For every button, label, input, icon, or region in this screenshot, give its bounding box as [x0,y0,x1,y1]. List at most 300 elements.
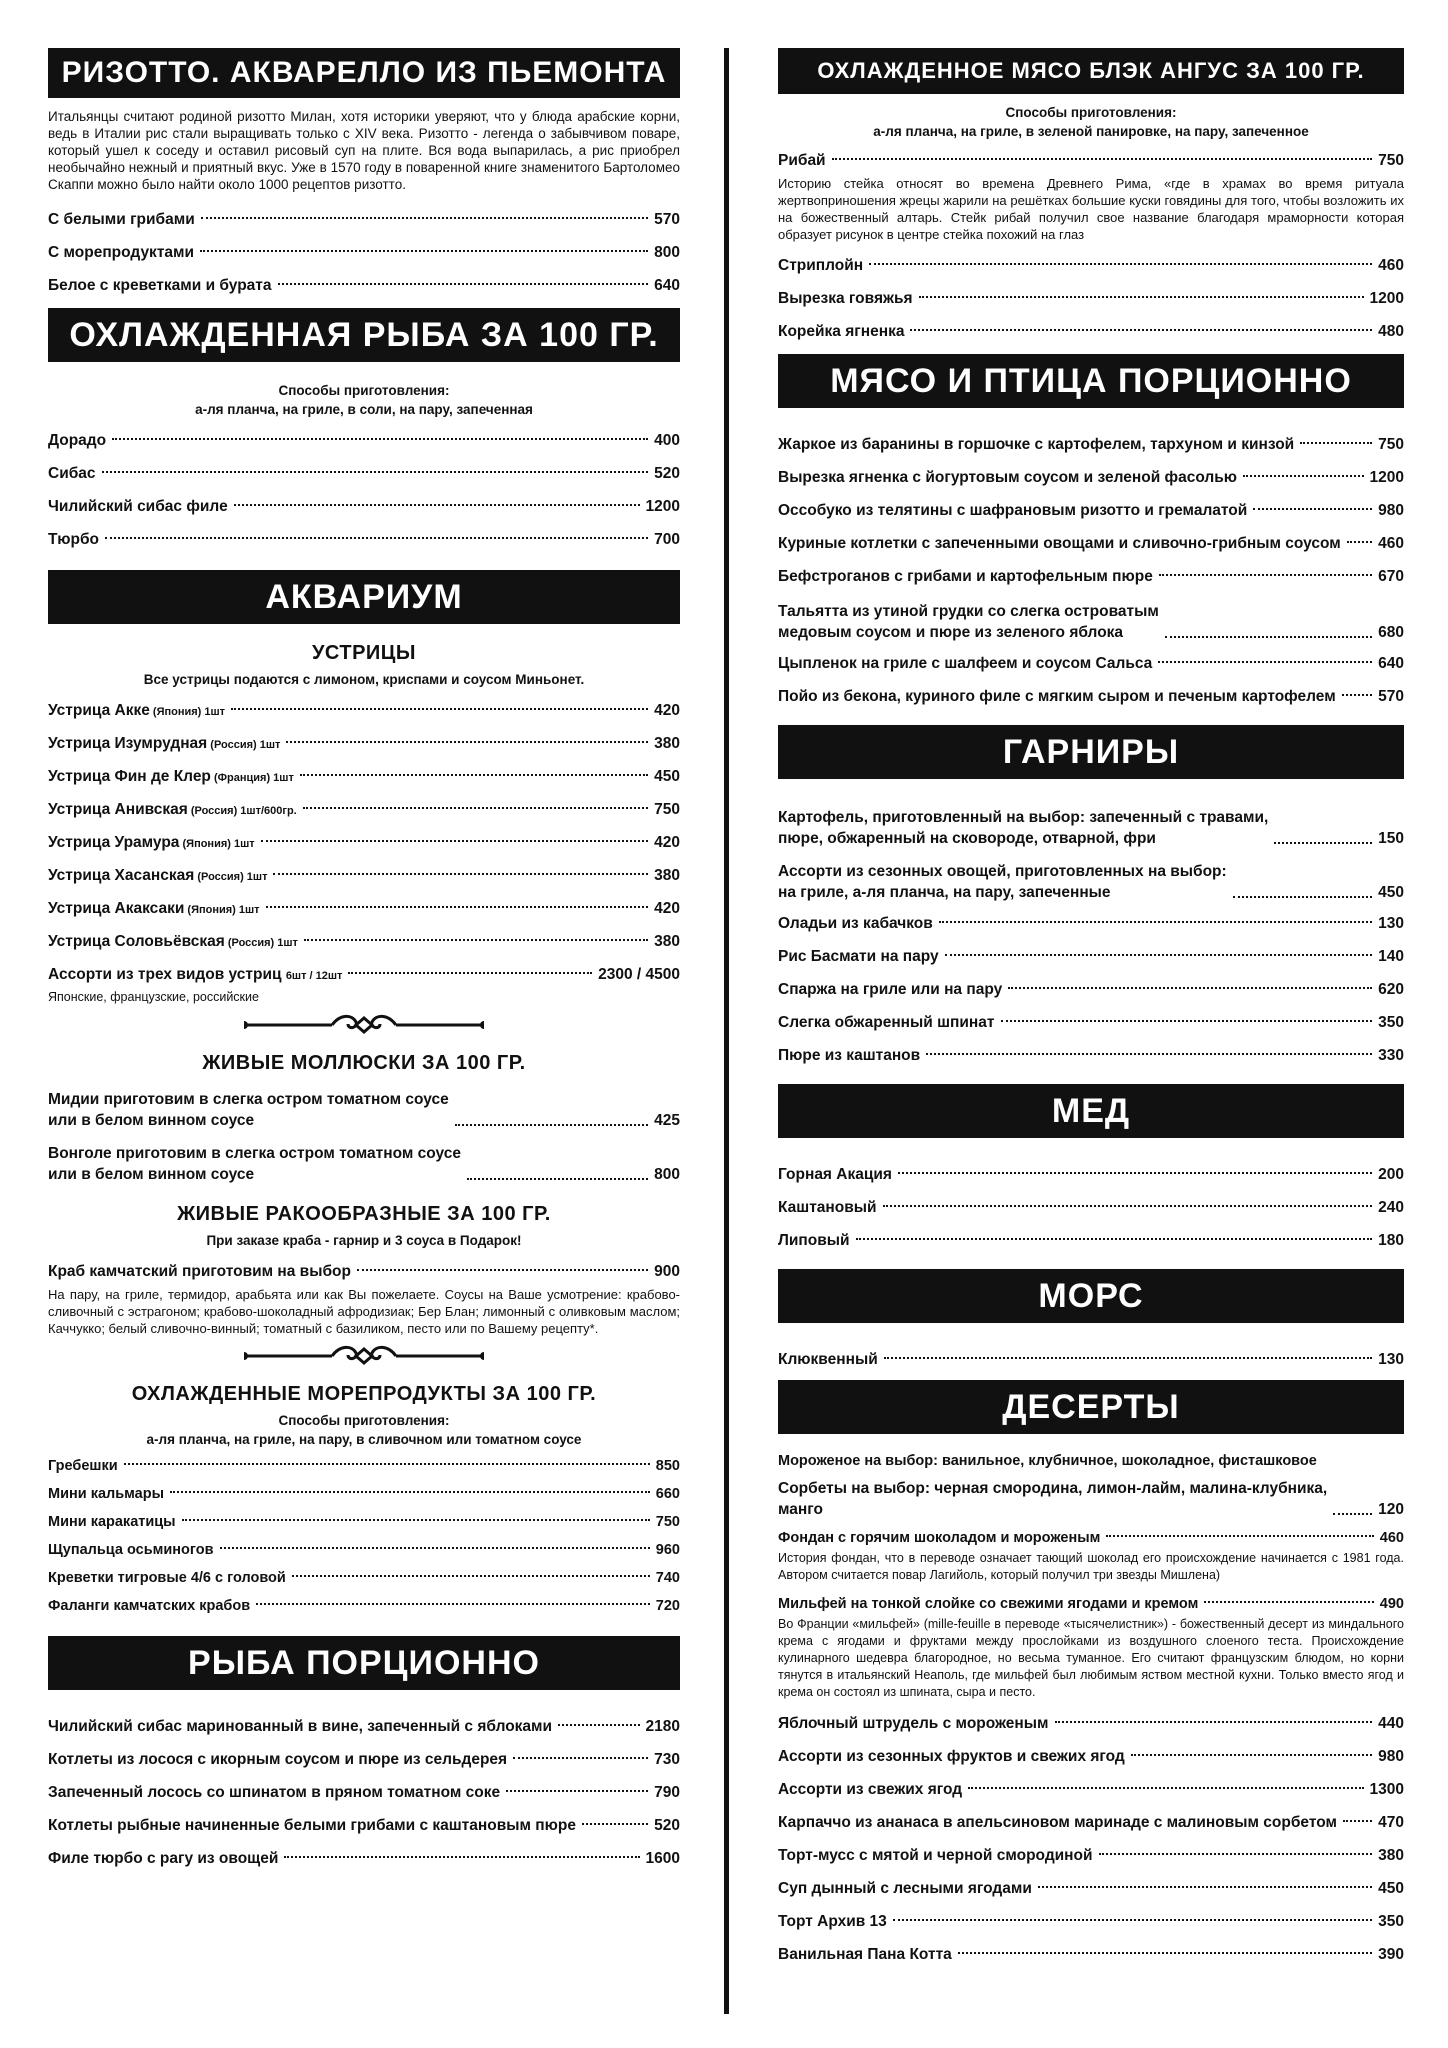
menu-item[interactable] [48,694,680,727]
fish-portions-title: РЫБА ПОРЦИОННО [48,1636,680,1690]
item-price: 1200 [1369,469,1404,486]
item-name: Карпаччо из ананаса в апельсиновом маринаде с малиновым сорбетом [778,1814,1337,1831]
dot-leader [124,1463,650,1465]
mollusks-title: ЖИВЫЕ МОЛЛЮСКИ ЗА 100 ГР. [202,1052,526,1074]
item-name: Рибай [778,152,826,169]
risotto-title: РИЗОТТО. АКВАРЕЛЛО ИЗ ПЬЕМОНТА [48,48,680,98]
menu-item[interactable] [48,203,680,236]
oyster-assorti-note: Японские, французские, российские [48,990,259,1004]
item-name: Стриплойн [778,257,864,274]
dot-leader [1165,636,1372,638]
item-name: Яблочный штрудель с мороженым [778,1715,1049,1732]
menu-item[interactable] [48,1081,680,1135]
angus-title: ОХЛАЖДЕННОЕ МЯСО БЛЭК АНГУС ЗА 100 ГР. [778,48,1404,94]
menu-item[interactable] [778,1224,1404,1257]
item-price: 420 [654,702,680,719]
dot-leader [1008,987,1372,989]
menu-item[interactable] [48,1743,680,1776]
menu-item[interactable] [48,727,680,760]
ornament-icon [244,1343,484,1369]
item-price: 1300 [1369,1781,1404,1798]
menu-item-tagliata[interactable] [778,593,1404,647]
item-name: Спаржа на гриле или на пару [778,981,1003,998]
item-price: 450 [1378,884,1404,901]
risotto-intro: Итальянцы считают родиной ризотто Милан, хотя историки уверяют, что у блюда арабские корни, ведь в Италии рис стали выращивать только с XIV века. Ризотто - легенда о забывчивом поваре, который ушел к соседу и оставил рисовый суп на плите. Вся вода выпарилась, а рис приобрел необычайно нежный и приятный вкус. Уже в 1570 году в поваренной книге знаменитого Бартоломео Скаппи можно было найти около 1000 рецептов ризотто. [48,109,680,192]
item-name: Вырезка ягненка с йогуртовым соусом и зеленой фасолью [778,469,1238,486]
menu-item[interactable] [48,1776,680,1809]
item-price: 380 [1378,1847,1404,1864]
menu-item[interactable] [48,859,680,892]
millefeuille-description: Во Франции «мильфей» (mille-feuille в переводе «тысячелистник») - божественный десерт из миндального крема с ягодами и фруктами между прослойками из воздушного слоеного теста. Происхождение кулинарного шедевра благородное, но весьма туманное. Его считают французским блюдом, но корни тянутся в итальянский Неаполь, где мильфей был любимым яством местной кухни. Только вместо ягод и крема он состоял из шпината, сыра и песто. [778,1617,1404,1699]
menu-item[interactable] [778,1039,1404,1072]
menu-item[interactable] [48,457,680,490]
dot-leader [348,972,592,974]
menu-item[interactable] [48,760,680,793]
item-price: 520 [654,1817,680,1834]
menu-item-vegetables[interactable] [778,853,1404,907]
item-name-line1: Сорбеты на выбор: черная смородина, лимон-лайм, малина-клубника, [778,1480,1328,1497]
item-name: Каштановый [778,1199,877,1216]
menu-item[interactable] [48,1809,680,1842]
item-price: 850 [655,1458,680,1474]
dot-leader [884,1357,1372,1359]
menu-item[interactable] [778,428,1404,461]
risotto-list [48,203,680,302]
menu-item[interactable] [778,494,1404,527]
menu-item[interactable] [778,1839,1404,1872]
dot-leader [273,873,648,875]
dot-leader [1001,1020,1373,1022]
item-price: 140 [1378,948,1404,965]
item-price: 980 [1378,502,1404,519]
item-price: 680 [1378,624,1404,641]
dot-leader [558,1724,639,1726]
item-origin: (Россия) 1шт/600гр. [187,805,297,817]
item-price: 400 [654,432,680,449]
dot-leader [278,283,649,285]
menu-item[interactable] [778,1006,1404,1039]
oyster-list [48,694,680,958]
item-name: Щупальца осьминогов [48,1542,214,1558]
item-price: 470 [1378,1814,1404,1831]
oysters-title: УСТРИЦЫ [311,642,416,664]
item-name: Запеченный лосось со шпинатом в пряном томатном соке [48,1784,501,1801]
dot-leader [856,1238,1373,1240]
menu-item[interactable] [48,424,680,457]
fish-title: ОХЛАЖДЕННАЯ РЫБА ЗА 100 ГР. [48,308,680,362]
item-name: Котлеты из лосося с икорным соусом и пюре из сельдерея [48,1751,508,1768]
menu-item[interactable] [48,1452,680,1480]
item-price: 460 [1378,535,1404,552]
item-price: 200 [1378,1166,1404,1183]
item-price: 570 [1378,688,1404,705]
dot-leader [261,840,648,842]
item-price: 130 [1378,1351,1404,1368]
item-price: 2300 / 4500 [598,966,680,983]
item-price: 750 [1378,152,1404,169]
item-origin: (Япония) 1шт [184,904,260,916]
sides-list [778,907,1404,1072]
menu-item[interactable] [48,892,680,925]
item-name: Устрица Урамура (Япония) 1шт [48,834,255,851]
dot-leader [1342,694,1372,696]
item-price: 420 [654,834,680,851]
dot-leader [182,1519,650,1521]
menu-item[interactable] [778,1773,1404,1806]
item-name: Ассорти из свежих ягод [778,1781,963,1798]
menu-item[interactable] [778,940,1404,973]
honey-list [778,1158,1404,1257]
menu-item-crab[interactable] [48,1255,680,1288]
dot-leader [467,1178,648,1180]
item-price: 180 [1378,1232,1404,1249]
dot-leader [1159,574,1372,576]
item-name: Бефстроганов с грибами и картофельным пюре [778,568,1153,585]
item-name-line1: Картофель, приготовленный на выбор: запеченный с травами, [778,809,1269,826]
menu-item[interactable] [778,1938,1404,1971]
fish-portions-list [48,1710,680,1875]
dot-leader [1253,508,1372,510]
oysters-note: Все устрицы подаются с лимоном, криспами и соусом Миньонет. [143,672,585,687]
item-name: Цыпленок на гриле с шалфеем и соусом Сальса [778,655,1153,672]
item-price: 330 [1378,1047,1404,1064]
dot-leader [220,1547,650,1549]
item-name: Рис Басмати на пару [778,948,939,965]
item-name: Фондан с горячим шоколадом и мороженым [778,1530,1101,1546]
item-name: Устрица Изумрудная (Россия) 1шт [48,735,281,752]
dot-leader [939,921,1372,923]
item-price: 350 [1378,1913,1404,1930]
menu-item[interactable] [778,647,1404,680]
item-price: 750 [654,801,680,818]
dot-leader [105,537,648,539]
item-name: Вонголе приготовим в слегка остром томатном соусе или в белом винном соусе [48,1145,462,1183]
item-name: Клюквенный [778,1351,878,1368]
column-divider [724,48,729,2014]
item-name: Котлеты рыбные начиненные белыми грибами с каштановым пюре [48,1817,576,1834]
menu-item[interactable] [48,490,680,523]
item-name: Устрица Акаксаки (Япония) 1шт [48,900,260,917]
dot-leader [1055,1721,1373,1723]
icecream-line[interactable]: Мороженое на выбор: ванильное, клубничное, шоколадное, фисташковое [778,1453,1317,1469]
item-origin: (Япония) 1шт [179,838,255,850]
item-price: 390 [1378,1946,1404,1963]
menu-item[interactable] [48,826,680,859]
menu-item[interactable] [48,1135,680,1189]
dot-leader [231,708,648,710]
dot-leader [201,217,648,219]
menu-item[interactable] [778,1905,1404,1938]
menu-item[interactable] [778,461,1404,494]
menu-item[interactable] [48,1564,680,1592]
item-price: 620 [1378,981,1404,998]
dot-leader [1131,1754,1372,1756]
menu-item[interactable] [778,973,1404,1006]
item-price: 1200 [645,498,680,515]
item-price: 240 [1378,1199,1404,1216]
dot-leader [1158,661,1372,663]
seafood-title: ОХЛАЖДЕННЫЕ МОРЕПРОДУКТЫ ЗА 100 ГР. [131,1383,597,1405]
item-name-line1: Тальятта из утиной грудки со слегка островатым [778,603,1159,620]
item-name: Тюрбо [48,531,100,548]
menu-item[interactable] [48,793,680,826]
item-price: 450 [1378,1880,1404,1897]
sides-title: ГАРНИРЫ [778,725,1404,779]
desserts-title: ДЕСЕРТЫ [778,1380,1404,1434]
mors-list [778,1343,1404,1376]
menu-item[interactable] [778,560,1404,593]
item-price: 900 [654,1263,680,1280]
dot-leader [357,1269,648,1271]
item-price: 380 [654,867,680,884]
dot-leader [919,296,1364,298]
honey-title: МЕД [778,1084,1404,1138]
menu-item[interactable] [778,1707,1404,1740]
menu-item[interactable] [778,1872,1404,1905]
item-price: 520 [654,465,680,482]
aquarium-title: АКВАРИУМ [48,570,680,624]
dot-leader [1099,1853,1373,1855]
menu-item[interactable] [778,1158,1404,1191]
item-name: Филе тюрбо с рагу из овощей [48,1850,279,1867]
item-price: 460 [1378,257,1404,274]
dot-leader [1300,442,1372,444]
item-name: Оладьи из кабачков [778,915,933,932]
dot-leader [1274,842,1372,844]
fondant-description: История фондан, что в переводе означает тающий шоколад его происхождение начинается с 1981 года. Автором считается повар Лагийоль, который получил три звезды Мишлена) [778,1551,1404,1582]
item-price: 460 [1379,1530,1404,1546]
angus-methods: а-ля планча, на гриле, в зеленой панировке, на пару, запеченное [873,124,1309,139]
dot-leader [1204,1601,1373,1603]
menu-item-sorbet[interactable] [778,1476,1404,1524]
item-name-line2: на гриле, а-ля планча, на пару, запеченные [778,884,1111,901]
ornament-divider [48,1012,680,1042]
fish-list [48,424,680,556]
menu-item[interactable] [778,249,1404,282]
menu-item[interactable] [48,1710,680,1743]
seafood-methods: а-ля планча, на гриле, на пару, в сливочном или томатном соусе [146,1432,582,1447]
item-name: Слегка обжаренный шпинат [778,1014,995,1031]
dot-leader [926,1053,1372,1055]
crab-description: На пару, на гриле, термидор, арабьята или как Вы пожелаете. Соусы на Ваше усмотрение: крабово-сливочный с эстрагоном; крабово-шоколадный афродизиак; Бер Блан; лимонный с оливковым маслом; Каччукко; белый сливочно-винный; томатный с базиликом, песто или по Вашему рецепту*. [48,1287,680,1336]
menu-item-ribeye[interactable] [778,144,1404,177]
item-name: Жаркое из баранины в горшочке с картофелем, тархуном и кинзой [778,436,1295,453]
item-price: 700 [654,531,680,548]
dot-leader [170,1491,650,1493]
item-name: Торт-мусс с мятой и черной смородиной [778,1847,1093,1864]
menu-item[interactable] [778,315,1404,348]
angus-methods-label: Способы приготовления: [1005,105,1177,120]
item-price: 730 [654,1751,680,1768]
item-price: 1600 [645,1850,680,1867]
dot-leader [1347,541,1372,543]
menu-item[interactable] [778,1191,1404,1224]
dot-leader [893,1919,1372,1921]
menu-item[interactable] [778,282,1404,315]
ornament-divider [48,1343,680,1373]
dot-leader [582,1823,648,1825]
dot-leader [883,1205,1373,1207]
dot-leader [292,1575,650,1577]
item-name: Устрица Фин де Клер (Франция) 1шт [48,768,294,785]
dot-leader [234,504,640,506]
item-name: Сибас [48,465,96,482]
item-name: Фаланги камчатских крабов [48,1598,251,1614]
angus-list [778,249,1404,348]
dot-leader [513,1757,648,1759]
item-name: Мидии приготовим в слегка остром томатном соусе или в белом винном соусе [48,1091,449,1129]
item-name: Липовый [778,1232,850,1249]
item-price: 480 [1378,323,1404,340]
item-unit: 6шт / 12шт [285,970,343,982]
item-price: 800 [654,1166,680,1183]
item-name: Вырезка говяжья [778,290,913,307]
item-name: Чилийский сибас филе [48,498,228,515]
item-price: 570 [654,211,680,228]
item-name-line2: медовым соусом и пюре из зеленого яблока [778,624,1124,641]
item-price: 420 [654,900,680,917]
dot-leader [112,438,648,440]
dot-leader [1038,1886,1372,1888]
menu-item-millefeuille[interactable] [778,1590,1404,1618]
meat-list-2 [778,647,1404,713]
item-price: 790 [654,1784,680,1801]
dot-leader [284,1856,639,1858]
item-name: Куриные котлетки с запеченными овощами и сливочно-грибным соусом [778,535,1341,552]
dot-leader [1106,1535,1373,1537]
item-price: 380 [654,735,680,752]
menu-item[interactable] [778,1740,1404,1773]
seafood-methods-label: Способы приготовления: [278,1413,450,1428]
seafood-list [48,1452,680,1620]
item-origin: (Япония) 1шт [149,706,226,718]
dot-leader [266,906,649,908]
menu-item[interactable] [778,1343,1404,1376]
item-name: Краб камчатский приготовим на выбор [48,1263,351,1280]
item-name: Дорадо [48,432,107,449]
menu-item[interactable] [48,1842,680,1875]
dot-leader [455,1124,648,1126]
menu-item-fondant[interactable] [778,1524,1404,1552]
item-price: 350 [1378,1014,1404,1031]
item-price: 450 [654,768,680,785]
right-column [778,48,1404,1971]
menu-item[interactable] [778,1806,1404,1839]
dot-leader [1343,1820,1372,1822]
menu-item[interactable] [778,527,1404,560]
menu-item[interactable] [48,1592,680,1620]
item-name: С белыми грибами [48,211,195,228]
item-price: 150 [1378,830,1404,847]
item-price: 380 [654,933,680,950]
crustaceans-title: ЖИВЫЕ РАКООБРАЗНЫЕ ЗА 100 ГР. [177,1203,551,1225]
menu-item[interactable] [48,925,680,958]
item-name: Устрица Хасанская (Россия) 1шт [48,867,268,884]
item-name: Оссобуко из телятины с шафрановым ризотто и гремалатой [778,502,1248,519]
left-column [48,48,680,1875]
dot-leader [945,954,1372,956]
menu-item[interactable] [48,236,680,269]
dot-leader [102,471,649,473]
mors-title: МОРС [778,1269,1404,1323]
item-price: 120 [1378,1501,1404,1518]
item-name: Мини кальмары [48,1486,164,1502]
item-name-line2: манго [778,1501,823,1518]
item-name: Пойо из бекона, куриного филе с мягким сыром и печеным картофелем [778,688,1336,705]
menu-item[interactable] [48,269,680,302]
dot-leader [506,1790,648,1792]
dot-leader [832,158,1373,160]
meat-title: МЯСО И ПТИЦА ПОРЦИОННО [778,354,1404,408]
item-price: 670 [1378,568,1404,585]
item-price: 440 [1378,1715,1404,1732]
item-name-line2: пюре, обжаренный на сковороде, отварной, фри [778,830,1156,847]
mollusk-list [48,1081,680,1189]
item-price: 1200 [1369,290,1404,307]
item-name: Креветки тигровые 4/6 с головой [48,1570,286,1586]
dot-leader [869,263,1372,265]
item-name: Ванильная Пана Котта [778,1946,952,1963]
dot-leader [1233,896,1372,898]
dot-leader [304,939,648,941]
dot-leader [303,807,648,809]
ornament-icon [244,1012,484,1038]
item-price: 490 [1379,1596,1404,1612]
item-price: 800 [654,244,680,261]
item-name: Ассорти из трех видов устриц [48,966,282,983]
menu-item[interactable] [48,1508,680,1536]
item-price: 660 [655,1486,680,1502]
item-name: Гребешки [48,1458,118,1474]
item-name: Суп дынный с лесными ягодами [778,1880,1032,1897]
dot-leader [286,741,648,743]
menu-item[interactable] [778,680,1404,713]
item-price: 640 [1378,655,1404,672]
item-name: Мильфей на тонкой слойке со свежими ягодами и кремом [778,1596,1199,1612]
dot-leader [968,1787,1363,1789]
ribeye-description: Историю стейка относят во времена Древнего Рима, «где в храмах во время ритуала жертвоприношения жрецы жарили на решётках большие куски говядины для того, чтобы возложить их на божественный алтарь. Стейк рибай получил свое название благодаря мраморности которая образует рисунок в центре стейка похожий на глаз [778,176,1404,242]
item-name: Пюре из каштанов [778,1047,921,1064]
item-price: 750 [1378,436,1404,453]
item-price: 980 [1378,1748,1404,1765]
dot-leader [1243,475,1363,477]
menu-item-oyster-assorti[interactable] [48,958,680,991]
item-name: Чилийский сибас маринованный в вине, запеченный с яблоками [48,1718,553,1735]
dot-leader [958,1952,1372,1954]
item-name: Устрица Соловьёвская (Россия) 1шт [48,933,298,950]
item-price: 640 [654,277,680,294]
item-name: Торт Архив 13 [778,1913,887,1930]
dot-leader [256,1603,650,1605]
menu-item-potato[interactable] [778,799,1404,853]
item-name: Ассорти из сезонных фруктов и свежих ягод [778,1748,1125,1765]
dot-leader [300,774,648,776]
menu-item[interactable] [48,1480,680,1508]
desserts-list [778,1707,1404,1971]
menu-item[interactable] [48,523,680,556]
item-name: С морепродуктами [48,244,195,261]
menu-item[interactable] [778,907,1404,940]
item-price: 720 [655,1598,680,1614]
menu-item[interactable] [48,1536,680,1564]
item-origin: (Россия) 1шт [207,739,281,751]
item-origin: (Россия) 1шт [224,937,298,949]
item-name: Устрица Акке (Япония) 1шт [48,702,226,719]
item-price: 960 [655,1542,680,1558]
item-name-line1: Ассорти из сезонных овощей, приготовленных на выбор: [778,863,1227,880]
item-name: Белое с креветками и бурата [48,277,272,294]
item-price: 130 [1378,915,1404,932]
